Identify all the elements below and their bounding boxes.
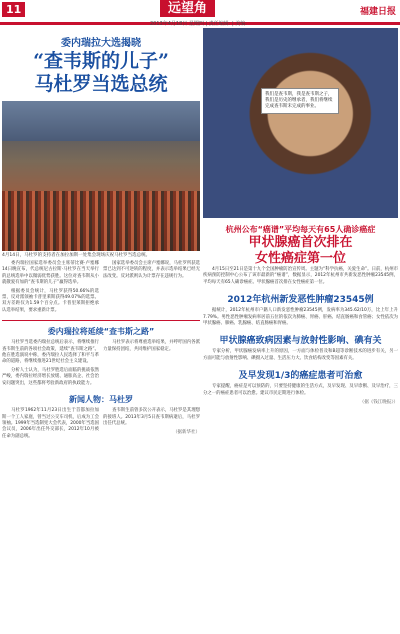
profile-heading: 新闻人物：马杜罗 bbox=[69, 395, 133, 405]
photo-quote: 我们是查韦斯，我是查韦斯之子，我们是历史的继承者，我们将继续完成查韦斯未完成的事业。 bbox=[261, 88, 339, 114]
body-paragraph: 专家提醒，癌症是可以预防的，只要坚持健康的生活方式，及早发现、及早诊断、及早治疗，三分之一的癌症患者可以治愈。建议市民定期进行体检。 bbox=[203, 384, 398, 396]
lead-paragraph: 委内瑞拉国家选举委员会主席蒂比赛·卢塞娜14日晚宣布，代总统尼古拉斯·马杜罗在当天举行的总统选举中以微弱优势获胜。这位对查韦斯从小就敬爱有加的“查韦斯的儿子”赢得选举。 bbox=[2, 261, 99, 286]
lead-paragraph: 根据委员会统计，马杜罗获得50.66%的选票，反对派领袖卡普里莱斯获得49.07%的选票。双方差距仅为1.59个百分点。卡普里莱斯拒绝承认选举结果，要求重新计票。 bbox=[2, 288, 99, 313]
right-column bbox=[203, 28, 398, 632]
cancer-headline-1: 甲状腺癌首次排在 bbox=[248, 235, 353, 250]
body-paragraph: 据统计，2012年杭州市户籍人口新发恶性肿瘤23545例，发病率为345.62/10万，比上年上升7.79%。男性恶性肿瘤发病率居前五位的依次为肺癌、胃癌、肝癌、结直肠癌和食管癌；女性依次为甲状腺癌、肺癌、乳腺癌、结直肠癌和胃癌。 bbox=[203, 308, 398, 327]
headline-kicker: 委内瑞拉大选揭晓 bbox=[61, 38, 141, 49]
body-paragraph: 马杜罗表示将尊重选举结果，并呼吁国内各派力量保持团结，共同维护国家稳定。 bbox=[103, 340, 200, 352]
lead-columns bbox=[2, 261, 200, 316]
body-paragraph: 马杜罗当选委内瑞拉总统后表示，将继续推行查韦斯生前的各项社会政策，延续“查韦斯之路”。他在胜选演说中称，委内瑞拉人民选择了和平与革命的道路，将继续推进21世纪社会主义建设。 bbox=[2, 340, 99, 365]
maduro-photo bbox=[203, 28, 398, 218]
profile-paragraph: 马杜罗1962年11月23日出生于首都加拉加斯一个工人家庭，曾当过公交车司机，后成为工会领袖。1999年当选制宪大会代表，2000年当选国会议员，2006年出任外交部长，2012年10月被任命为副总统。 bbox=[2, 408, 99, 439]
cancer-headline-2: 女性癌症第一位 bbox=[254, 251, 346, 266]
intro-paragraph: 4月15日至21日是第十九个全国肿瘤防治宣传周。主题为“科学抗癌，关爱生命”。日前，杭州市疾病预防控制中心公布了该市最新的“癌谱”，数据显示，2012年杭州市共新发恶性肿瘤23545例，平均每天有65人确诊癌症。甲状腺癌首次排在女性癌症第一位。 bbox=[203, 267, 398, 285]
lead-paragraph: 国家选举委员会主席卢塞娜说，马杜罗所获选票已达到不可逆转的程度，并表示选举结果已经无法改变。反对派则认为计票存在违规行为。 bbox=[103, 261, 200, 279]
dateline: 2013年4月18日 星期四 | 责任编辑: | 美编: bbox=[150, 21, 247, 27]
cancer-subhead-3: 及早发现1/3的癌症患者可治愈 bbox=[238, 371, 363, 382]
photo-caption: 4月14日，马杜罗的支持者在加拉加斯一处集会现场庆祝马杜罗当选总统。 bbox=[2, 253, 151, 258]
profile-paragraph: 查韦斯生前曾多次公开表示，马杜罗是其理想的接班人。2013年3月5日查韦斯病逝后，马杜罗出任代总统。 bbox=[103, 408, 200, 426]
subheading: 委内瑞拉将延续“查韦斯之路” bbox=[47, 327, 155, 337]
page-number: 11 bbox=[2, 2, 25, 17]
paper-logo: 福建日报 bbox=[359, 7, 396, 17]
body-columns bbox=[2, 340, 200, 389]
crowd-photo bbox=[2, 101, 200, 251]
profile-columns bbox=[2, 408, 200, 442]
byline: （据新华社） bbox=[173, 430, 200, 436]
headline-line-2: 马杜罗当选总统 bbox=[34, 73, 168, 95]
body-paragraph: 专家分析，甲状腺癌发病率上升的原因，一方面与体检普及和B超等诊断技术的进步有关，另一方面可能与放射性影响、碘摄入过量、生活压力大、饮食结构改变等因素有关。 bbox=[203, 349, 398, 361]
photo-crowd bbox=[2, 191, 200, 251]
cancer-kicker: 杭州公布“癌谱”平均每天有65人确诊癌症 bbox=[225, 225, 376, 234]
left-column bbox=[2, 28, 200, 632]
byline: （据《钱江晚报》） bbox=[359, 400, 398, 406]
cancer-subhead-1: 2012年杭州新发恶性肿瘤23545例 bbox=[227, 295, 374, 306]
body-paragraph: 分析人士认为，马杜罗胜选后面临的挑战依然严峻，委内瑞拉经济增长放缓、通胀高企、社会治安问题突出，这些都将考验新政府的执政能力。 bbox=[2, 367, 99, 386]
section-divider bbox=[2, 320, 200, 321]
section-title: 远望角 bbox=[160, 0, 215, 17]
headline-line-1: “查韦斯的儿子” bbox=[33, 50, 169, 72]
cancer-subhead-2: 甲状腺癌致病因素与放射性影响、碘有关 bbox=[219, 336, 382, 347]
photo-sky bbox=[2, 101, 200, 141]
